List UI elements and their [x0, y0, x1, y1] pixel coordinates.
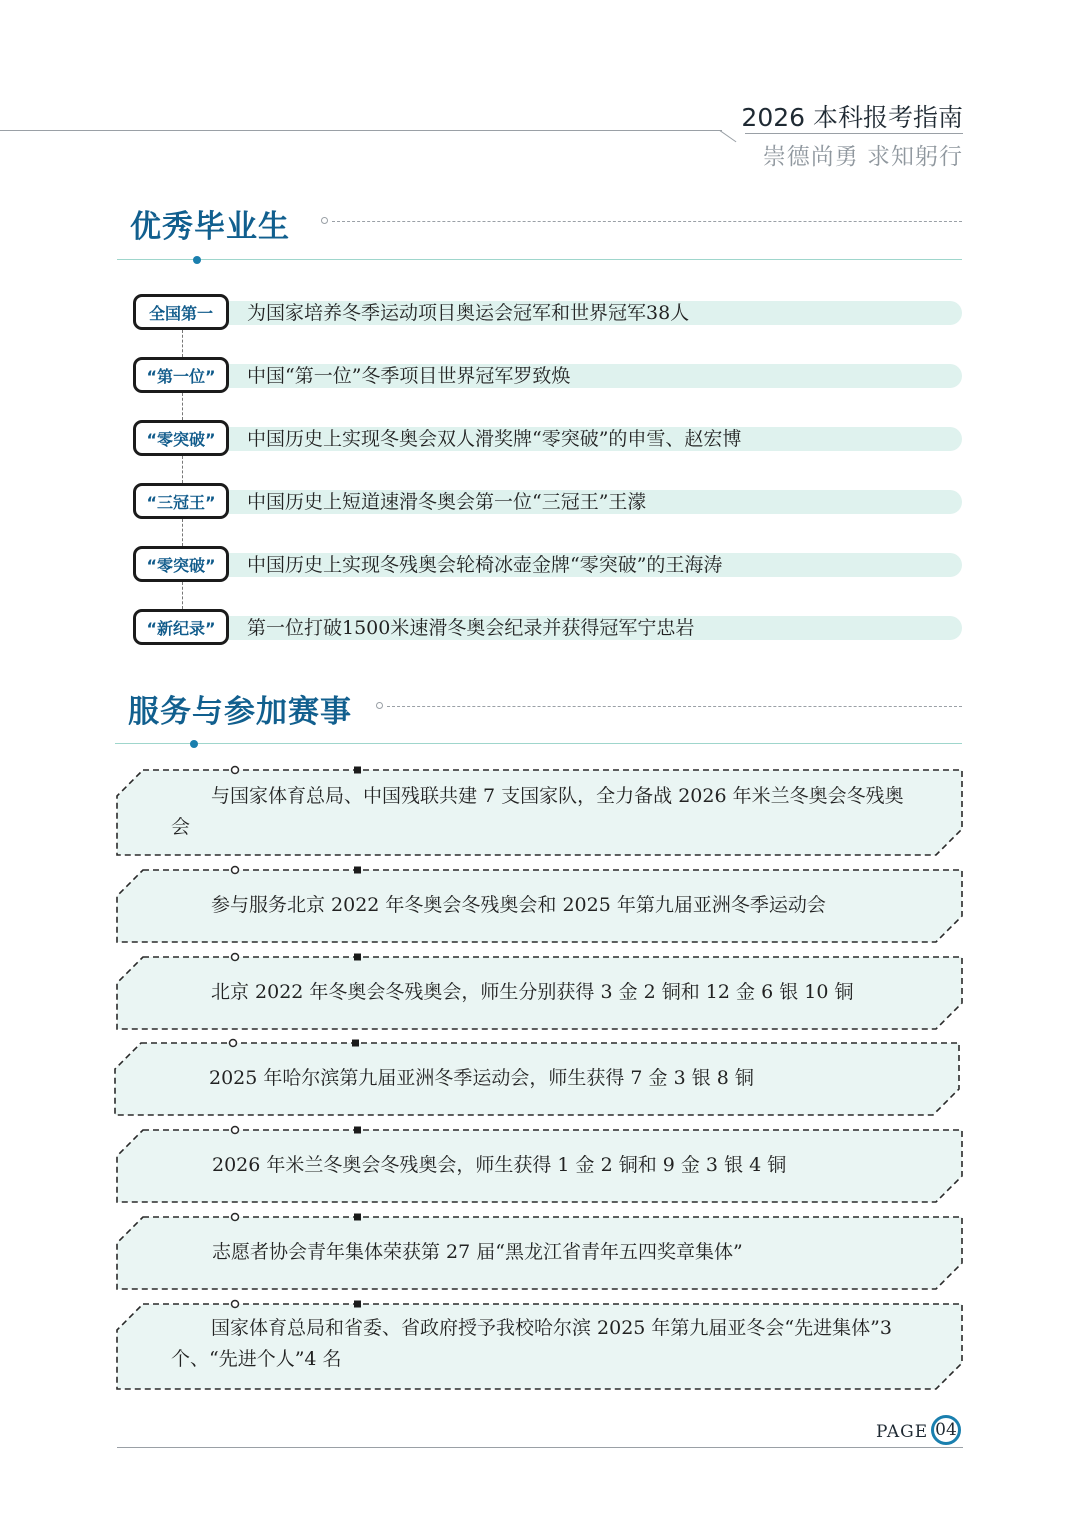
events-title-bullet	[376, 702, 383, 709]
event-box-square-marker	[352, 1040, 359, 1047]
graduate-badge: 全国第一	[133, 294, 229, 330]
footer-line	[117, 1447, 963, 1448]
event-box-square-marker	[354, 1127, 361, 1134]
graduate-text: 中国“第一位”冬季项目世界冠军罗致焕	[247, 365, 571, 387]
event-box-circle-marker	[232, 1214, 239, 1221]
graduates-section-dot	[193, 256, 201, 264]
event-text: 志愿者协会青年集体荣获第 27 届“黑龙江省青年五四奖章集体”	[212, 1241, 743, 1263]
event-box-circle-marker	[232, 1127, 239, 1134]
events-title-dotted-line	[387, 706, 962, 707]
event-box-circle-marker	[230, 1040, 237, 1047]
event-text: 国家体育总局和省委、省政府授予我校哈尔滨 2025 年第九届亚冬会“先进集体”3 个、“先进个人”4 名	[171, 1317, 892, 1370]
graduate-text: 中国历史上实现冬残奥会轮椅冰壶金牌“零突破”的王海涛	[247, 554, 723, 576]
events-section-title: 服务与参加赛事	[128, 694, 352, 730]
graduate-connector	[182, 519, 183, 546]
event-text: 与国家体育总局、中国残联共建 7 支国家队，全力备战 2026 年米兰冬奥会冬残奥会	[171, 785, 904, 838]
graduate-connector	[182, 582, 183, 609]
graduates-title-bullet	[321, 217, 328, 224]
event-box-square-marker	[354, 867, 361, 874]
graduate-text: 中国历史上实现冬奥会双人滑奖牌“零突破”的申雪、赵宏博	[247, 428, 742, 450]
header-title: 2026 本科报考指南	[741, 103, 963, 132]
graduate-text: 第一位打破1500米速滑冬奥会纪录并获得冠军宁忠岩	[247, 617, 695, 639]
graduate-badge: “新纪录”	[133, 609, 229, 645]
event-box-circle-marker	[232, 867, 239, 874]
page-label: PAGE	[876, 1422, 929, 1442]
event-box-circle-marker	[232, 954, 239, 961]
graduate-text: 为国家培养冬季运动项目奥运会冠军和世界冠军38人	[247, 302, 690, 324]
graduate-text: 中国历史上短道速滑冬奥会第一位“三冠王”王濛	[247, 491, 647, 513]
event-box-square-marker	[354, 954, 361, 961]
graduate-badge: “第一位”	[133, 357, 229, 393]
graduate-badge: “零突破”	[133, 420, 229, 456]
events-section-rule	[115, 743, 962, 744]
graduate-badge: “零突破”	[133, 546, 229, 582]
event-box-circle-marker	[232, 767, 239, 774]
graduates-section-rule	[117, 259, 962, 260]
graduate-badge: “三冠王”	[133, 483, 229, 519]
events-section-dot	[190, 740, 198, 748]
event-text: 北京 2022 年冬奥会冬残奥会，师生分别获得 3 金 2 铜和 12 金 6 银 10 铜	[211, 981, 854, 1003]
graduates-title-dotted-line	[332, 221, 962, 222]
event-text: 2025 年哈尔滨第九届亚洲冬季运动会，师生获得 7 金 3 银 8 铜	[209, 1067, 754, 1089]
event-box-circle-marker	[232, 1301, 239, 1308]
graduate-connector	[182, 456, 183, 483]
header-line	[0, 130, 722, 131]
graduate-connector	[182, 393, 183, 420]
header-subtitle: 崇德尚勇 求知躬行	[762, 144, 963, 170]
event-box-square-marker	[354, 1214, 361, 1221]
graduate-connector	[182, 330, 183, 357]
event-box-square-marker	[354, 767, 361, 774]
graduates-section-title: 优秀毕业生	[130, 209, 290, 245]
page-number: 04	[931, 1415, 961, 1445]
event-text: 参与服务北京 2022 年冬奥会冬残奥会和 2025 年第九届亚洲冬季运动会	[211, 894, 826, 916]
event-box-square-marker	[354, 1301, 361, 1308]
event-text: 2026 年米兰冬奥会冬残奥会，师生获得 1 金 2 铜和 9 金 3 银 4 铜	[212, 1154, 787, 1176]
header-line-slant	[719, 130, 736, 142]
